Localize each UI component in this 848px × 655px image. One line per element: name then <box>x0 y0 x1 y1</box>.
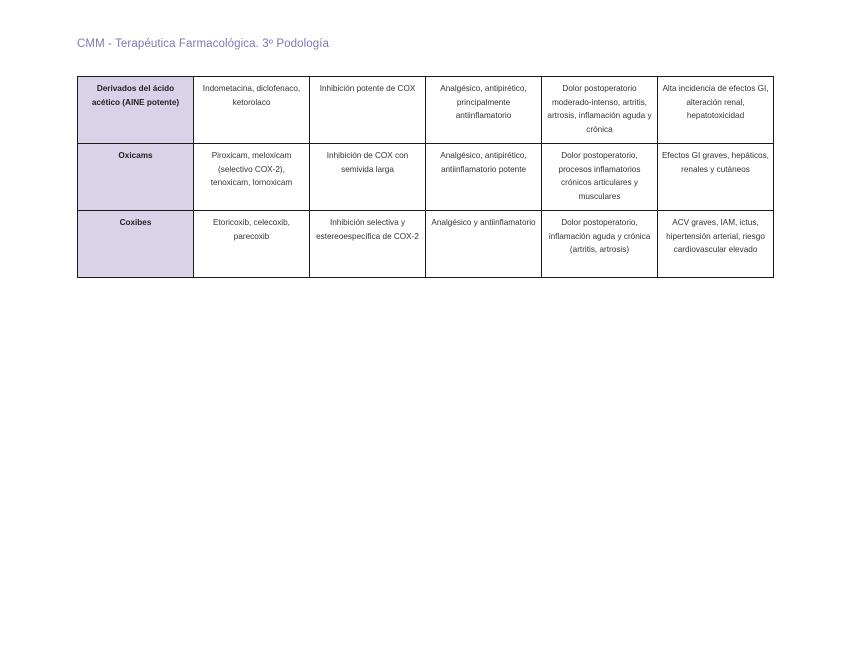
table-row <box>78 144 774 211</box>
drug-group-cell: Oxicams <box>78 144 194 211</box>
drugs-cell: Piroxicam, meloxicam (selectivo COX-2), tenoxicam, lornoxicam <box>194 144 310 211</box>
drugs-cell: Indometacina, diclofenaco, ketorolaco <box>194 77 310 144</box>
table-row <box>78 77 774 144</box>
mechanism-cell: Inhibición potente de COX <box>310 77 426 144</box>
drugs-cell: Etoricoxib, celecoxib, parecoxib <box>194 211 310 278</box>
indications-cell: Dolor postoperatorio, procesos inflamatorios crónicos articulares y musculares <box>542 144 658 211</box>
mechanism-cell: Inhibición selectiva y estereoespecífica de COX-2 <box>310 211 426 278</box>
drug-group-cell: Coxibes <box>78 211 194 278</box>
indications-cell: Dolor postoperatorio moderado-intenso, artritis, artrosis, inflamación aguda y crónica <box>542 77 658 144</box>
drug-group-cell: Derivados del ácido acético (AINE potente) <box>78 77 194 144</box>
effects-cell: Analgésico y antiinflamatorio <box>426 211 542 278</box>
page-header-title: CMM - Terapéutica Farmacológica. 3º Podología <box>77 38 330 50</box>
effects-cell: Analgésico, antipirético, principalmente antiinflamatorio <box>426 77 542 144</box>
adverse-effects-cell: Efectos GI graves, hepáticos, renales y cutáneos <box>658 144 774 211</box>
drug-comparison-table <box>77 76 774 278</box>
adverse-effects-cell: ACV graves, IAM, ictus, hipertensión arterial, riesgo cardiovascular elevado <box>658 211 774 278</box>
table-row <box>78 211 774 278</box>
indications-cell: Dolor postoperatorio, inflamación aguda y crónica (artritis, artrosis) <box>542 211 658 278</box>
mechanism-cell: Inhibición de COX con semivida larga <box>310 144 426 211</box>
adverse-effects-cell: Alta incidencia de efectos GI, alteración renal, hepatotoxicidad <box>658 77 774 144</box>
effects-cell: Analgésico, antipirético, antiinflamatorio potente <box>426 144 542 211</box>
